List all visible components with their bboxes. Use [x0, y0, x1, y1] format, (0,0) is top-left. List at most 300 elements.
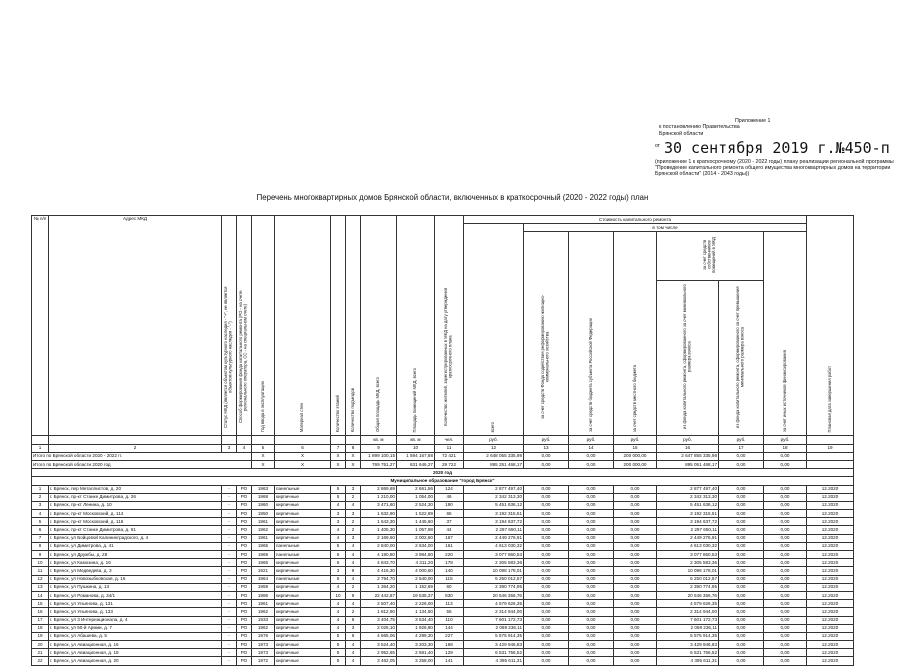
total-all-cost: 2 648 055 335,98: [464, 452, 524, 460]
document-title: Перечень многоквартирных домов Брянской области, включенных в краткосрочный (2020 - 2022 годы) план: [256, 193, 649, 202]
table-cell: 5: [331, 559, 346, 567]
table-cell: 0,00: [719, 575, 764, 583]
table-cell: 0,00: [524, 493, 569, 501]
table-cell: 144: [435, 624, 464, 632]
table-cell: 0,00: [614, 632, 657, 640]
table-cell: 0,00: [719, 583, 764, 591]
table-cell: 4 190,80: [361, 551, 397, 559]
table-cell: 6 531 756,52: [464, 649, 524, 657]
table-cell: 19: [32, 632, 49, 640]
table-cell: РО: [237, 485, 252, 493]
table-cell: 830: [435, 591, 464, 599]
table-cell: 5: [331, 551, 346, 559]
table-cell: 0,00: [719, 616, 764, 624]
table-cell: 2 449 276,91: [657, 534, 719, 542]
table-cell: 4 311,20: [397, 559, 435, 567]
unit-cell: руб.: [764, 436, 807, 444]
total-2020-year: X: [252, 460, 275, 468]
table-cell: 0,00: [719, 501, 764, 509]
table-cell: 0,00: [569, 575, 614, 583]
table-cell: 0,00: [719, 649, 764, 657]
column-number-cell: 6: [275, 444, 331, 452]
table-cell: -: [222, 567, 237, 575]
table-cell: 19 535,37: [397, 591, 435, 599]
table-row: [32, 616, 854, 624]
table-cell: 1965: [252, 542, 275, 550]
table-cell: 4: [331, 608, 346, 616]
table-row: [32, 526, 854, 534]
table-cell: 3 192 315,51: [657, 510, 719, 518]
table-cell: кирпичные: [275, 510, 331, 518]
table-cell: 0,00: [614, 501, 657, 509]
table-cell: 1 812,90: [361, 608, 397, 616]
table-cell: кирпичные: [275, 501, 331, 509]
table-cell: г. Брянск, ул 50-й Армии, д. 7: [49, 624, 222, 632]
table-cell: 5 575 914,35: [657, 632, 719, 640]
table-cell: 55: [435, 608, 464, 616]
total-2020-owners-min: 895 051 468,17: [657, 460, 719, 468]
table-cell: 190: [435, 501, 464, 509]
table-cell: 12.2020: [807, 493, 854, 501]
table-cell: 5: [32, 518, 49, 526]
table-cell: 0,00: [614, 518, 657, 526]
table-cell: 0,00: [614, 649, 657, 657]
table-cell: г. Брянск, ул Новозыбковская, д. 16: [49, 575, 222, 583]
table-cell: 2 305 583,36: [464, 559, 524, 567]
table-cell: 2 449 276,91: [464, 534, 524, 542]
table-cell: 13: [32, 583, 49, 591]
table-cell: 9: [346, 567, 361, 575]
table-cell: 0,00: [719, 657, 764, 665]
table-cell: 0,00: [719, 510, 764, 518]
table-cell: 168: [435, 641, 464, 649]
table-cell: 0,00: [614, 534, 657, 542]
table-cell: 4: [346, 600, 361, 608]
table-cell: 12.2020: [807, 542, 854, 550]
table-row: [32, 649, 854, 657]
table-cell: 0,00: [764, 542, 807, 550]
table-cell: 0,00: [569, 510, 614, 518]
table-cell: кирпичные: [275, 534, 331, 542]
column-number-cell: 9: [361, 444, 397, 452]
table-cell: 7: [32, 534, 49, 542]
table-cell: 110: [435, 616, 464, 624]
table-cell: 0,00: [719, 559, 764, 567]
column-number-cell: 2: [49, 444, 222, 452]
table-cell: 4: [331, 526, 346, 534]
table-cell: 0,00: [569, 526, 614, 534]
table-cell: РО: [237, 591, 252, 599]
table-cell: 20 546 356,76: [657, 591, 719, 599]
table-cell: 2 540,00: [397, 575, 435, 583]
table-cell: 0,00: [764, 559, 807, 567]
table-cell: 0,00: [569, 518, 614, 526]
table-row: [32, 510, 854, 518]
table-cell: 8: [32, 542, 49, 550]
table-row: [32, 485, 854, 493]
table-cell: 4: [331, 616, 346, 624]
table-cell: 9: [346, 591, 361, 599]
total-2020-local: 200 000,00: [614, 460, 657, 468]
total-all-premises: 1 594 167,88: [397, 452, 435, 460]
table-cell: 0,00: [764, 624, 807, 632]
header-total-area: Общая площадь МКД, всего: [361, 216, 397, 436]
table-cell: 1962: [252, 608, 275, 616]
table-cell: 0,00: [764, 641, 807, 649]
table-cell: 5: [331, 493, 346, 501]
table-cell: 37: [435, 518, 464, 526]
table-cell: 2 869,69: [361, 485, 397, 493]
table-cell: кирпичные: [275, 567, 331, 575]
appendix-block: [655, 118, 895, 178]
section-municipality: Муниципальное образование "город Брянск": [32, 477, 854, 485]
table-cell: 3: [331, 510, 346, 518]
table-cell: 2 952,65: [361, 649, 397, 657]
table-cell: 0,00: [719, 632, 764, 640]
table-cell: 12.2020: [807, 608, 854, 616]
table-cell: 0,00: [719, 485, 764, 493]
header-num: № п/п: [32, 216, 49, 436]
table-cell: 0,00: [569, 591, 614, 599]
table-cell: 2: [346, 518, 361, 526]
section-year-row: [32, 469, 854, 477]
total-all-material: X: [275, 452, 331, 460]
table-cell: 0,00: [524, 632, 569, 640]
table-row: [32, 534, 854, 542]
table-cell: кирпичные: [275, 616, 331, 624]
table-cell: 0,00: [524, 510, 569, 518]
table-cell: г. Брянск, ул Димитрова, д. 41: [49, 542, 222, 550]
total-all-label: Итого по Брянской области 2020 - 2022 гг.: [32, 452, 252, 460]
table-cell: 4 299,30: [397, 632, 435, 640]
table-cell: 4 395 611,31: [464, 657, 524, 665]
table-cell: 3 429 946,83: [657, 641, 719, 649]
table-cell: -: [222, 518, 237, 526]
table-cell: 3 258,00: [397, 657, 435, 665]
table-cell: 2 226,00: [397, 600, 435, 608]
table-cell: РО: [237, 649, 252, 657]
table-row: [32, 600, 854, 608]
header-year: Год ввода в эксплуатацию: [252, 216, 275, 436]
table-cell: 2 390 774,95: [657, 583, 719, 591]
column-number-cell: 8: [346, 444, 361, 452]
table-cell: 0,00: [524, 591, 569, 599]
table-cell: 12.2020: [807, 559, 854, 567]
table-cell: г. Брянск, ул 3 Интернационала, д. 4: [49, 616, 222, 624]
table-cell: РО: [237, 624, 252, 632]
table-cell: -: [222, 559, 237, 567]
table-cell: 1962: [252, 526, 275, 534]
table-cell: 1 445,60: [397, 518, 435, 526]
resolution-date: [655, 139, 895, 156]
table-cell: 2 297 650,11: [464, 526, 524, 534]
table-cell: 0,00: [764, 616, 807, 624]
table-cell: 2 634,00: [397, 542, 435, 550]
table-cell: 3 077 860,53: [464, 551, 524, 559]
table-cell: 0,00: [569, 649, 614, 657]
header-local: за счет средств местного бюджета: [614, 232, 657, 436]
table-cell: 2 877 497,40: [657, 485, 719, 493]
column-number-cell: 15: [614, 444, 657, 452]
table-cell: 4 613 030,32: [657, 542, 719, 550]
table-cell: РО: [237, 551, 252, 559]
table-cell: г. Брянск, пр-кт Московский, д. 116: [49, 518, 222, 526]
table-cell: 0,00: [569, 501, 614, 509]
table-cell: панельные: [275, 551, 331, 559]
table-cell: 0,00: [764, 526, 807, 534]
column-number-cell: 4: [237, 444, 252, 452]
table-cell: 6: [346, 616, 361, 624]
table-cell: 46: [435, 493, 464, 501]
table-cell: 0,00: [764, 575, 807, 583]
table-cell: 0,00: [614, 551, 657, 559]
table-row: [32, 575, 854, 583]
table-cell: 1969: [252, 551, 275, 559]
header-fund: за счет средств Фонда содействия реформированию жилищно-коммунального хозяйства: [524, 232, 569, 436]
table-cell: 0,00: [719, 608, 764, 616]
table-cell: 1 926,80: [397, 624, 435, 632]
table-cell: -: [222, 657, 237, 665]
column-number-cell: 7: [331, 444, 346, 452]
table-cell: 2 877 497,40: [464, 485, 524, 493]
table-cell: 0,00: [719, 493, 764, 501]
table-cell: 5: [331, 657, 346, 665]
table-cell: 10 098 178,01: [657, 567, 719, 575]
table-cell: 2 069 236,11: [464, 624, 524, 632]
table-cell: 1972: [252, 657, 275, 665]
table-cell: 65: [435, 510, 464, 518]
table-cell: 16: [32, 608, 49, 616]
table-cell: 4: [346, 551, 361, 559]
table-cell: 0,00: [524, 551, 569, 559]
table-cell: -: [222, 608, 237, 616]
table-cell: кирпичные: [275, 493, 331, 501]
section-mo-row: [32, 477, 854, 485]
table-cell: 0,00: [719, 600, 764, 608]
table-cell: 0,00: [614, 600, 657, 608]
table-row: [32, 493, 854, 501]
column-number-cell: 14: [569, 444, 614, 452]
table-cell: 0,00: [764, 657, 807, 665]
header-address: Адрес МКД: [49, 216, 222, 436]
table-cell: РО: [237, 510, 252, 518]
section-year: 2020 год: [32, 469, 854, 477]
table-cell: РО: [237, 493, 252, 501]
table-cell: РО: [237, 542, 252, 550]
table-cell: 227: [435, 632, 464, 640]
table-cell: г. Брянск, ул Авиационная, д. 16: [49, 641, 222, 649]
table-cell: 2 390 774,95: [464, 583, 524, 591]
table-cell: 2 297 650,11: [657, 526, 719, 534]
column-number-cell: 12: [464, 444, 524, 452]
table-cell: г. Брянск, пр-кт Московский, д. 114: [49, 510, 222, 518]
table-cell: 0,00: [569, 567, 614, 575]
table-cell: кирпичные: [275, 559, 331, 567]
unit-cell: кв. м: [397, 436, 435, 444]
table-cell: 3 429 946,83: [464, 641, 524, 649]
column-number-cell: 16: [657, 444, 719, 452]
table-cell: 0,00: [764, 518, 807, 526]
table-cell: 0,00: [614, 608, 657, 616]
table-cell: 1933: [252, 616, 275, 624]
table-cell: 0,00: [524, 641, 569, 649]
table-cell: 0,00: [569, 559, 614, 567]
table-cell: 5: [331, 641, 346, 649]
column-number-cell: 1: [32, 444, 49, 452]
table-cell: г. Брянск, пер Металлистов, д. 20: [49, 485, 222, 493]
table-cell: 5: [331, 649, 346, 657]
table-cell: 3: [331, 518, 346, 526]
table-cell: 0,00: [614, 485, 657, 493]
table-cell: 9: [32, 551, 49, 559]
table-cell: 4: [32, 510, 49, 518]
table-cell: 0,00: [569, 542, 614, 550]
total-all-residents: 72 421: [435, 452, 464, 460]
table-cell: 0,00: [569, 608, 614, 616]
table-cell: РО: [237, 616, 252, 624]
table-cell: 4 665,06: [361, 632, 397, 640]
table-cell: 4 000,60: [397, 567, 435, 575]
table-cell: г. Брянск, ул Медведева, д. 3: [49, 567, 222, 575]
table-cell: 22: [32, 657, 49, 665]
table-cell: 12.2020: [807, 526, 854, 534]
total-2020-material: X: [275, 460, 331, 468]
table-cell: 1959: [252, 583, 275, 591]
total-all-floors: X: [331, 452, 346, 460]
table-cell: 0,00: [524, 526, 569, 534]
table-cell: 1 632,90: [361, 510, 397, 518]
header-cost-group: Стоимость капитального ремонта: [464, 216, 807, 224]
header-row-1: [32, 216, 854, 224]
table-cell: -: [222, 485, 237, 493]
table-cell: 129: [435, 649, 464, 657]
table-cell: 2 314 944,00: [657, 608, 719, 616]
table-cell: г. Брянск, ул Ульянова, д. 131: [49, 600, 222, 608]
table-cell: 0,00: [764, 567, 807, 575]
table-row: [32, 551, 854, 559]
table-cell: 20 546 356,76: [464, 591, 524, 599]
table-cell: г. Брянск, ул Романова, д. 34/1: [49, 591, 222, 599]
column-number-cell: 18: [764, 444, 807, 452]
table-row: [32, 583, 854, 591]
table-row: [32, 657, 854, 665]
table-cell: РО: [237, 534, 252, 542]
table-cell: 1950: [252, 510, 275, 518]
total-all-owners-excess: 0,00: [719, 452, 764, 460]
table-cell: 0,00: [764, 583, 807, 591]
total-2020-label: Итого по Брянской области 2020 год: [32, 460, 252, 468]
table-cell: 1962: [252, 624, 275, 632]
table-cell: 0,00: [764, 534, 807, 542]
table-cell: 0,00: [614, 493, 657, 501]
table-cell: 0,00: [614, 575, 657, 583]
table-cell: 4: [346, 575, 361, 583]
table-cell: РО: [237, 583, 252, 591]
table-row: [32, 567, 854, 575]
total-all-fund: 0,00: [524, 452, 569, 460]
header-status: Статус МКД (является объектом культурного наследия - "+", не является объектом культурного наследия - "-"): [222, 216, 237, 436]
table-cell: 5: [331, 542, 346, 550]
table-cell: РО: [237, 641, 252, 649]
table-cell: 0,00: [524, 616, 569, 624]
table-cell: 2 794,70: [361, 575, 397, 583]
table-cell: 0,00: [569, 551, 614, 559]
table-cell: 12.2020: [807, 485, 854, 493]
total-all-year: X: [252, 452, 275, 460]
table-cell: 6 531 756,52: [657, 649, 719, 657]
table-row: [32, 559, 854, 567]
table-cell: 44: [435, 526, 464, 534]
table-row: [32, 518, 854, 526]
total-all-local: 200 000,00: [614, 452, 657, 460]
table-cell: 5 451 636,12: [464, 501, 524, 509]
table-cell: 4: [331, 583, 346, 591]
table-cell: -: [222, 493, 237, 501]
table-cell: 4: [346, 559, 361, 567]
date-value: 30 сентября 2019 г.№450-п: [663, 138, 890, 157]
table-cell: 14: [32, 591, 49, 599]
table-cell: 1 522,89: [397, 510, 435, 518]
table-row: [32, 641, 854, 649]
table-cell: 3 534,40: [397, 616, 435, 624]
table-cell: 12.2020: [807, 534, 854, 542]
table-cell: 0,00: [719, 534, 764, 542]
table-cell: 0,00: [764, 551, 807, 559]
table-cell: 3 984,80: [397, 551, 435, 559]
column-number-cell: 5: [252, 444, 275, 452]
header-owners-group: за счет средств собственников помещений в МКД: [657, 232, 764, 281]
table-cell: 0,00: [569, 485, 614, 493]
table-cell: г. Брянск, пр-кт Станке Димитрова, д. 61: [49, 526, 222, 534]
table-cell: 5: [331, 485, 346, 493]
table-cell: г. Брянск, ул Авиационная, д. 18: [49, 649, 222, 657]
table-cell: 3 462,05: [361, 657, 397, 665]
table-cell: РО: [237, 518, 252, 526]
table-cell: 12.2020: [807, 657, 854, 665]
table-cell: 12.2020: [807, 591, 854, 599]
table-cell: 12.2020: [807, 501, 854, 509]
table-cell: 161: [435, 542, 464, 550]
table-cell: 12.2020: [807, 567, 854, 575]
table-cell: 4: [331, 534, 346, 542]
table-cell: 0,00: [524, 583, 569, 591]
table-cell: 0,00: [569, 534, 614, 542]
appendix-note: (приложение 1 к краткосрочному (2020 - 2022 годы) плану реализации региональной программы "Проведение капитального ремонта общего имущества многоквартирных домов на территории Брянской области" (2014 - 2043 годы)): [655, 158, 894, 178]
table-cell: 12.2020: [807, 551, 854, 559]
table-cell: 5: [331, 575, 346, 583]
table-row: [32, 501, 854, 509]
table-cell: 2 507,40: [361, 600, 397, 608]
table-cell: 1 364,20: [361, 583, 397, 591]
table-cell: 1 152,69: [397, 583, 435, 591]
table-cell: 3 471,60: [361, 501, 397, 509]
table-cell: 2 840,00: [361, 542, 397, 550]
table-cell: 0,00: [719, 542, 764, 550]
table-cell: 12.2020: [807, 624, 854, 632]
table-cell: 0,00: [719, 591, 764, 599]
table-cell: 12.2020: [807, 600, 854, 608]
table-cell: 3: [32, 501, 49, 509]
table-cell: 0,00: [569, 632, 614, 640]
table-cell: 0,00: [524, 542, 569, 550]
table-cell: 10: [32, 559, 49, 567]
table-cell: 0,00: [719, 526, 764, 534]
table-cell: 4: [346, 542, 361, 550]
table-cell: 4 613 030,32: [464, 542, 524, 550]
table-cell: 3: [346, 510, 361, 518]
table-cell: кирпичные: [275, 600, 331, 608]
table-cell: 2: [346, 493, 361, 501]
